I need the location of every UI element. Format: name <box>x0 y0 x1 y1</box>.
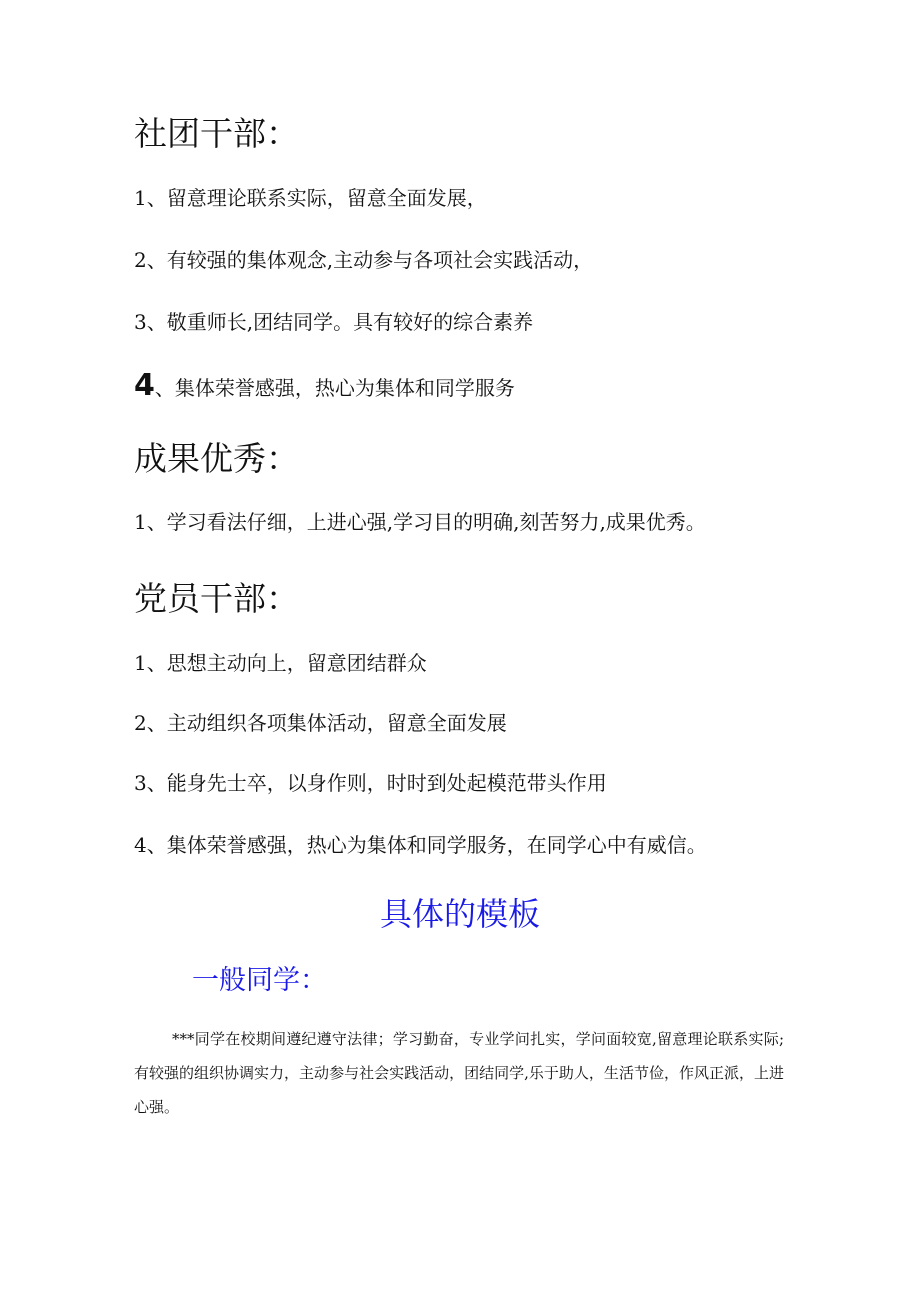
list-item-number: 4 <box>134 368 155 403</box>
list-item: 4、集体荣誉感强，热心为集体和同学服务，在同学心中有威信。 <box>134 833 707 857</box>
list-item-large-number <box>134 368 515 403</box>
section-heading-party-officers: 党员干部： <box>134 579 299 618</box>
list-item: 2、主动组织各项集体活动，留意全面发展 <box>134 711 507 735</box>
list-item: 1、学习看法仔细，上进心强,学习目的明确,刻苦努力,成果优秀。 <box>134 510 706 534</box>
template-title: 具体的模板 <box>379 895 540 933</box>
section-heading-club-officers: 社团干部： <box>134 114 299 153</box>
list-item: 3、能身先士卒，以身作则，时时到处起模范带头作用 <box>134 771 607 795</box>
list-item-text: 、集体荣誉感强，热心为集体和同学服务 <box>154 376 515 400</box>
list-item: 1、留意理论联系实际，留意全面发展， <box>134 186 487 210</box>
template-paragraph: ***同学在校期间遵纪遵守法律；学习勤奋，专业学问扎实，学问面较宽,留意理论联系实际;有较强的组织协调实力，主动参与社会实践活动，团结同学,乐于助人，生活节俭，作风正派，上进心强。 <box>134 1030 784 1116</box>
template-subheading: 一般同学： <box>192 965 327 996</box>
list-item: 3、敬重师长,团结同学。具有较好的综合素养 <box>134 310 534 334</box>
section-heading-excellent-results: 成果优秀： <box>134 439 299 478</box>
list-item: 2、有较强的集体观念,主动参与各项社会实践活动， <box>134 248 594 272</box>
list-item: 1、思想主动向上，留意团结群众 <box>134 651 427 675</box>
